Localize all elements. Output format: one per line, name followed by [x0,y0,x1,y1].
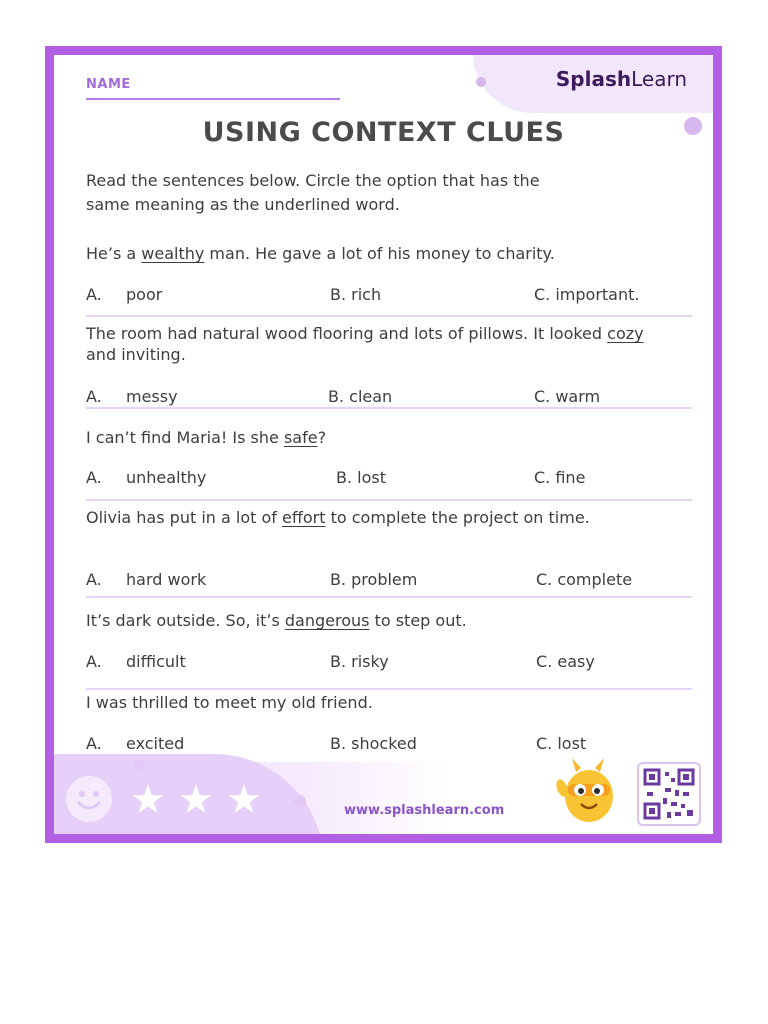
decor-dot [134,760,144,770]
underlined-word: wealthy [141,244,205,263]
brand-bold: Splash [555,67,632,91]
mascot-svg [554,756,624,826]
option-text: difficult [126,652,186,671]
option-b[interactable]: B. rich [330,285,382,304]
option-letter: A. [86,734,102,753]
question-text: and inviting. [86,345,186,364]
instructions [86,169,666,217]
decor-dot [476,77,486,87]
option-text: messy [126,387,178,406]
option-a[interactable] [86,387,178,406]
divider [86,688,692,690]
question-3 [86,427,686,448]
star-icon: ★ [130,777,166,823]
divider [86,596,692,598]
question-text: The room had natural wood flooring and lots of pillows. It looked [86,324,608,343]
option-c[interactable]: C. important. [534,285,640,304]
option-text: unhealthy [126,468,207,487]
underlined-word: effort [281,508,326,527]
option-a[interactable] [86,285,162,304]
website-link[interactable]: www.splashlearn.com [344,803,505,818]
divider [86,499,692,501]
divider [86,407,692,409]
option-text: hard work [126,570,207,589]
brand-logo [556,67,687,91]
option-text: excited [126,734,185,753]
question-text: to complete the project on time. [325,508,590,527]
option-a[interactable] [86,734,184,753]
option-b[interactable]: B. lost [336,468,386,487]
option-c[interactable]: C. fine [534,468,586,487]
option-text: poor [126,285,163,304]
option-c[interactable]: C. warm [534,387,601,406]
option-c[interactable]: C. complete [536,570,633,589]
option-b[interactable]: B. problem [330,570,418,589]
question-2 [86,323,676,365]
option-letter: A. [86,652,102,671]
worksheet-page [54,55,713,834]
option-letter: A. [86,570,102,589]
option-c[interactable]: C. easy [536,652,595,671]
question-text: I was thrilled to meet my old friend. [86,693,373,712]
smiley-icon [66,776,112,822]
question-text: man. He gave a lot of his money to charity. [204,244,555,263]
star-icon: ★ [178,777,214,823]
decor-dot [294,795,306,807]
question-text: ? [317,428,327,447]
option-c[interactable]: C. lost [536,734,587,753]
worksheet-border [45,46,722,843]
question-6 [86,692,686,713]
question-text: It’s dark outside. So, it’s [86,611,285,630]
name-line[interactable] [86,98,340,100]
star-icon: ★ [226,777,262,823]
option-a[interactable] [86,652,186,671]
question-4 [86,507,676,528]
option-a[interactable] [86,570,206,589]
qr-code-icon [637,762,701,826]
question-text: He’s a [86,244,142,263]
underlined-word: cozy [607,324,644,343]
option-letter: A. [86,387,102,406]
option-a[interactable] [86,468,206,487]
divider [86,315,692,317]
instructions-line: Read the sentences below. Circle the option that has the [86,171,540,190]
question-text: to step out. [369,611,467,630]
smiley-face-svg [66,776,112,822]
question-text: I can’t find Maria! Is she [86,428,284,447]
option-letter: A. [86,285,102,304]
option-b[interactable]: B. clean [328,387,393,406]
option-letter: A. [86,468,102,487]
brand-light: Learn [631,67,687,91]
question-5 [86,610,686,631]
instructions-line: same meaning as the underlined word. [86,195,400,214]
underlined-word: safe [283,428,318,447]
page-title: USING CONTEXT CLUES [202,117,565,148]
question-1 [86,243,686,264]
option-b[interactable]: B. shocked [330,734,417,753]
underlined-word: dangerous [284,611,370,630]
mascot-icon [554,756,624,826]
qr-code-svg [639,764,699,824]
option-b[interactable]: B. risky [330,652,389,671]
name-label: NAME [86,77,131,92]
question-text: Olivia has put in a lot of [86,508,282,527]
